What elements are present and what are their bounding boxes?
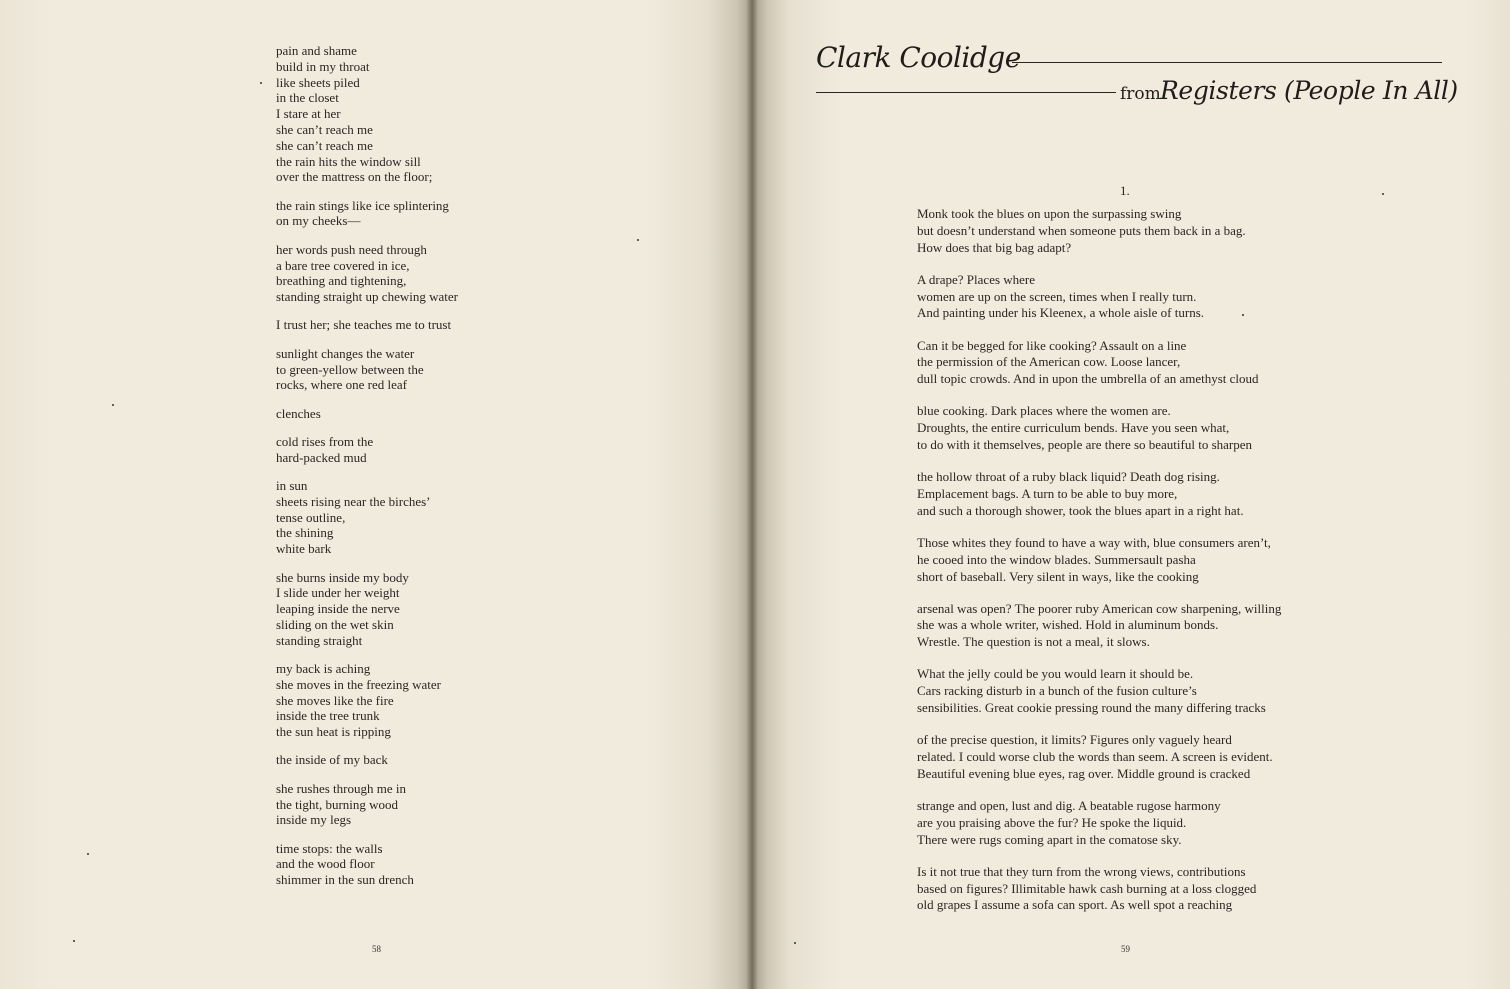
speck [637, 239, 639, 241]
poem-line: time stops: the walls [276, 840, 383, 856]
speck [1242, 314, 1244, 316]
right-poem [917, 206, 1367, 930]
poem-line: inside the tree trunk [276, 708, 380, 724]
poem-line: she moves like the fire [276, 692, 394, 708]
poem-line: women are up on the screen, times when I really turn. [917, 288, 1197, 304]
poem-line: And painting under his Kleenex, a whole aisle of turns. [917, 305, 1205, 321]
stanza [917, 732, 1367, 782]
speck [87, 853, 89, 855]
stanza [917, 666, 1367, 716]
author-name: Clark Coolidge [816, 41, 1021, 74]
poem-line: sliding on the wet skin [276, 616, 394, 632]
poem-line: and such a thorough shower, took the blues apart in a right hat. [917, 502, 1244, 518]
stanza [917, 403, 1367, 453]
poem-line: she was a whole writer, wished. Hold in aluminum bonds. [917, 617, 1219, 633]
poem-line: over the mattress on the floor; [276, 169, 433, 185]
poem-line: Droughts, the entire curriculum bends. Have you seen what, [917, 420, 1230, 436]
poem-line: my back is aching [276, 661, 371, 676]
poem-line: she can’t reach me [276, 121, 373, 137]
poem-line: and the wood floor [276, 856, 375, 872]
poem-line: pain and shame [276, 43, 357, 58]
stanza [276, 434, 576, 466]
stanza [917, 535, 1367, 585]
poem-line: cold rises from the [276, 433, 374, 449]
right-page [752, 0, 1510, 989]
stanza [276, 752, 576, 768]
stanza [276, 198, 576, 230]
speck [794, 942, 796, 944]
poem-line: the inside of my back [276, 752, 388, 768]
poem-line: How does that big bag adapt? [917, 239, 1072, 255]
page-number-left: 58 [372, 944, 381, 954]
stanza [276, 478, 576, 557]
poem-line: dull topic crowds. And in upon the umbrella of an amethyst cloud [917, 371, 1259, 387]
stanza [276, 317, 576, 333]
work-title: Registers (People In All) [1160, 76, 1458, 105]
stanza [276, 43, 576, 185]
speck [1382, 193, 1384, 195]
stanza [917, 206, 1367, 256]
left-page [0, 0, 752, 989]
poem-line: the hollow throat of a ruby black liquid? Death dog rising. [917, 469, 1220, 485]
stanza [917, 338, 1367, 388]
poem-line: a bare tree covered in ice, [276, 257, 410, 273]
poem-line: Emplacement bags. A turn to be able to buy more, [917, 485, 1178, 501]
poem-line: she moves in the freezing water [276, 676, 441, 692]
stanza [917, 798, 1367, 848]
poem-line: I stare at her [276, 106, 341, 122]
poem-line: clenches [276, 405, 321, 421]
poem-line: he cooed into the window blades. Summersault pasha [917, 551, 1196, 567]
poem-line: strange and open, lust and dig. A beatable rugose harmony [917, 798, 1221, 814]
speck [260, 82, 262, 84]
page-number-right: 59 [1121, 944, 1130, 954]
poem-line: she can’t reach me [276, 137, 373, 153]
poem-line: but doesn’t understand when someone puts them back in a bag. [917, 222, 1246, 238]
poem-line: inside my legs [276, 812, 352, 828]
poem-line: leaping inside the nerve [276, 601, 400, 617]
poem-line: she burns inside my body [276, 569, 409, 585]
poem-line: sensibilities. Great cookie pressing round the many differing tracks [917, 700, 1266, 716]
poem-line: What the jelly could be you would learn it should be. [917, 666, 1194, 682]
header-rule-bottom [816, 92, 1116, 93]
section-number: 1. [1120, 183, 1130, 198]
stanza [276, 406, 576, 422]
left-poem [276, 43, 576, 901]
header-rule-top [1012, 62, 1442, 63]
poem-line: A drape? Places where [917, 271, 1036, 287]
speck [112, 404, 114, 406]
stanza [276, 781, 576, 828]
poem-line: sunlight changes the water [276, 345, 415, 361]
poem-line: shimmer in the sun drench [276, 872, 414, 888]
poem-line: standing straight [276, 632, 363, 648]
speck [73, 940, 75, 942]
poem-line: Is it not true that they turn from the wrong views, contributions [917, 863, 1246, 879]
poem-line: Wrestle. The question is not a meal, it slows. [917, 634, 1150, 650]
poem-line: to do with it themselves, people are there so beautiful to sharpen [917, 436, 1253, 452]
poem-line: the permission of the American cow. Loose lancer, [917, 354, 1181, 370]
poem-line: the tight, burning wood [276, 796, 399, 812]
poem-line: Beautiful evening blue eyes, rag over. Middle ground is cracked [917, 765, 1251, 781]
stanza [276, 570, 576, 649]
poem-line: Can it be begged for like cooking? Assault on a line [917, 337, 1187, 353]
poem-line: There were rugs coming apart in the comatose sky. [917, 831, 1182, 847]
poem-line: old grapes I assume a sofa can sport. As well spot a reaching [917, 897, 1233, 913]
poem-line: the sun heat is ripping [276, 724, 391, 740]
poem-line: the rain hits the window sill [276, 153, 421, 169]
poem-line: on my cheeks— [276, 213, 361, 229]
poem-line: white bark [276, 541, 332, 557]
stanza [917, 864, 1367, 914]
poem-line: tense outline, [276, 509, 346, 525]
poem-line: arsenal was open? The poorer ruby American cow sharpening, willing [917, 600, 1282, 616]
poem-line: blue cooking. Dark places where the women are. [917, 403, 1171, 419]
book-gutter [746, 0, 758, 989]
stanza [276, 841, 576, 888]
stanza [917, 469, 1367, 519]
poem-line: I trust her; she teaches me to trust [276, 317, 452, 333]
poem-line: sheets rising near the birches’ [276, 493, 431, 509]
stanza [917, 601, 1367, 651]
poem-line: the shining [276, 525, 334, 541]
poem-line: breathing and tightening, [276, 273, 407, 289]
poem-line: based on figures? Illimitable hawk cash burning at a loss clogged [917, 880, 1257, 896]
poem-line: are you praising above the fur? He spoke the liquid. [917, 814, 1187, 830]
poem-line: Monk took the blues on upon the surpassing swing [917, 206, 1182, 221]
poem-line: rocks, where one red leaf [276, 377, 408, 393]
stanza [276, 242, 576, 305]
poem-line: Those whites they found to have a way with, blue consumers aren’t, [917, 534, 1271, 550]
poem-line: in the closet [276, 90, 339, 106]
from-label: from [1120, 84, 1161, 104]
poem-line: related. I could worse club the words than seem. A screen is evident. [917, 749, 1273, 765]
poem-line: short of baseball. Very silent in ways, like the cooking [917, 568, 1199, 584]
poem-line: she rushes through me in [276, 780, 406, 796]
poem-line: to green-yellow between the [276, 361, 424, 377]
stanza [276, 346, 576, 393]
stanza [917, 272, 1367, 322]
poem-line: standing straight up chewing water [276, 289, 458, 305]
poem-line: in sun [276, 478, 308, 494]
poem-line: build in my throat [276, 58, 370, 74]
poem-line: her words push need through [276, 241, 427, 257]
poem-line: hard-packed mud [276, 449, 367, 465]
stanza [276, 661, 576, 740]
poem-line: Cars racking disturb in a bunch of the fusion culture’s [917, 683, 1197, 699]
poem-line: the rain stings like ice splintering [276, 197, 449, 213]
poem-line: like sheets piled [276, 74, 360, 90]
poem-line: of the precise question, it limits? Figures only vaguely heard [917, 732, 1232, 748]
poem-line: I slide under her weight [276, 585, 400, 601]
